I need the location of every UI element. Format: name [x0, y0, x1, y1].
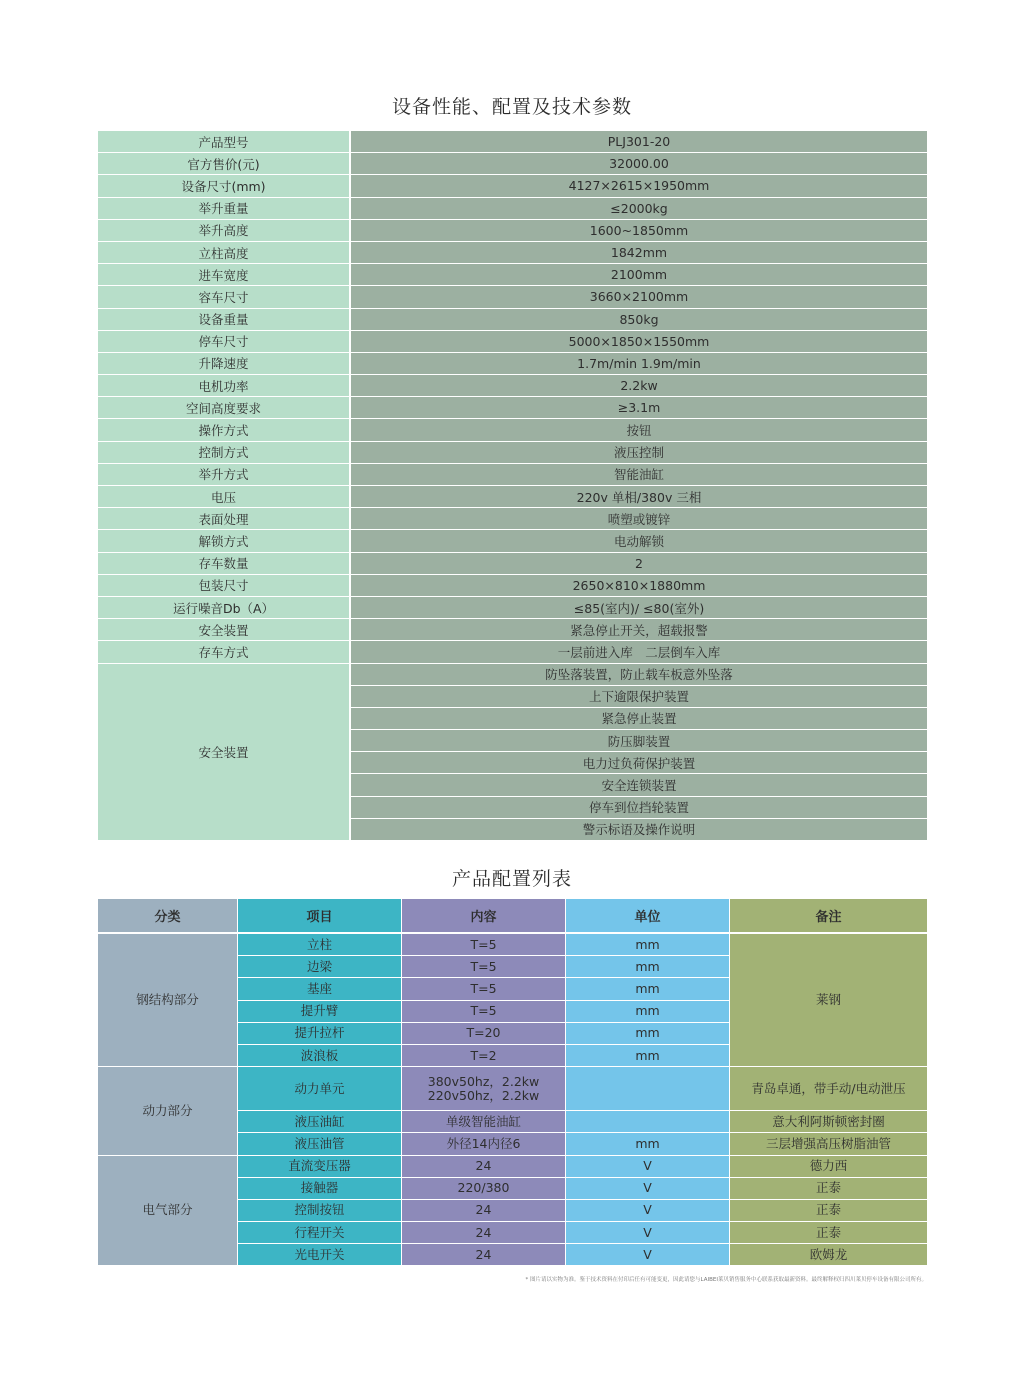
- spec-label: 表面处理: [98, 508, 350, 530]
- config-content: T=5: [402, 956, 566, 978]
- config-note: 正泰: [730, 1222, 928, 1244]
- spec-row: [98, 530, 927, 552]
- safety-item: 防压脚装置: [350, 730, 927, 752]
- spec-row: [98, 308, 927, 330]
- config-item: 基座: [238, 978, 402, 1000]
- config-content: T=5: [402, 978, 566, 1000]
- config-note: 莱钢: [730, 933, 928, 1067]
- spec-row: [98, 241, 927, 263]
- spec-label: 安全装置: [98, 619, 350, 641]
- config-item: 提升拉杆: [238, 1022, 402, 1044]
- spec-label: 电压: [98, 486, 350, 508]
- safety-row: [98, 663, 927, 685]
- safety-item: 警示标语及操作说明: [350, 818, 927, 840]
- spec-row: [98, 574, 927, 596]
- config-note: 正泰: [730, 1199, 928, 1221]
- config-note: 正泰: [730, 1177, 928, 1199]
- config-unit: [566, 1067, 730, 1111]
- spec-row: [98, 641, 927, 663]
- spec-label: 举升重量: [98, 197, 350, 219]
- config-item: 提升臂: [238, 1000, 402, 1022]
- spec-value: 850kg: [350, 308, 927, 330]
- spec-row: [98, 375, 927, 397]
- config-unit: V: [566, 1177, 730, 1199]
- config-unit: V: [566, 1199, 730, 1221]
- spec-value: 2100mm: [350, 264, 927, 286]
- spec-row: [98, 197, 927, 219]
- spec-value: 一层前进入库 二层倒车入库: [350, 641, 927, 663]
- config-content: 380v50hz，2.2kw 220v50hz，2.2kw: [402, 1067, 566, 1111]
- spec-row: [98, 264, 927, 286]
- config-item: 控制按钮: [238, 1199, 402, 1221]
- spec-value: PLJ301-20: [350, 131, 927, 153]
- config-category: 动力部分: [98, 1067, 238, 1155]
- config-item: 立柱: [238, 933, 402, 956]
- config-unit: [566, 1111, 730, 1133]
- spec-row: [98, 286, 927, 308]
- spec-row: [98, 619, 927, 641]
- spec-label: 举升高度: [98, 219, 350, 241]
- spec-row: [98, 463, 927, 485]
- config-note: 欧姆龙: [730, 1244, 928, 1266]
- config-unit: mm: [566, 1022, 730, 1044]
- config-item: 直流变压器: [238, 1155, 402, 1177]
- spec-value: 1842mm: [350, 241, 927, 263]
- config-item: 边梁: [238, 956, 402, 978]
- spec-label: 电机功率: [98, 375, 350, 397]
- spec-row: [98, 419, 927, 441]
- config-row: [98, 933, 928, 956]
- spec-label: 举升方式: [98, 463, 350, 485]
- config-content: T=20: [402, 1022, 566, 1044]
- config-unit: mm: [566, 956, 730, 978]
- config-item: 接触器: [238, 1177, 402, 1199]
- spec-value: ≤2000kg: [350, 197, 927, 219]
- safety-label: 安全装置: [98, 663, 350, 841]
- spec-row: [98, 441, 927, 463]
- config-unit: V: [566, 1155, 730, 1177]
- config-unit: mm: [566, 1133, 730, 1155]
- spec-label: 进车宽度: [98, 264, 350, 286]
- spec-table: [98, 131, 927, 841]
- spec-label: 停车尺寸: [98, 330, 350, 352]
- safety-item: 电力过负荷保护装置: [350, 752, 927, 774]
- spec-row: [98, 219, 927, 241]
- spec-label: 控制方式: [98, 441, 350, 463]
- spec-label: 存车方式: [98, 641, 350, 663]
- spec-value: 按钮: [350, 419, 927, 441]
- spec-row: [98, 397, 927, 419]
- spec-value: 智能油缸: [350, 463, 927, 485]
- config-unit: V: [566, 1222, 730, 1244]
- config-content: 外径14内径6: [402, 1133, 566, 1155]
- spec-title: 设备性能、配置及技术参数: [391, 96, 632, 118]
- config-header-row: [98, 899, 928, 933]
- config-item: 行程开关: [238, 1222, 402, 1244]
- config-content: 单级智能油缸: [402, 1111, 566, 1133]
- spec-row: [98, 131, 927, 153]
- spec-label: 容车尺寸: [98, 286, 350, 308]
- spec-label: 立柱高度: [98, 241, 350, 263]
- spec-value: ≥3.1m: [350, 397, 927, 419]
- config-unit: mm: [566, 1000, 730, 1022]
- config-table: [98, 899, 928, 1266]
- spec-value: 2: [350, 552, 927, 574]
- spec-label: 官方售价(元): [98, 153, 350, 175]
- spec-value: 1600~1850mm: [350, 219, 927, 241]
- spec-value: 喷塑或镀锌: [350, 508, 927, 530]
- spec-value: 液压控制: [350, 441, 927, 463]
- header-note: 备注: [730, 899, 928, 933]
- spec-label: 产品型号: [98, 131, 350, 153]
- spec-label: 设备尺寸(mm): [98, 175, 350, 197]
- spec-label: 存车数量: [98, 552, 350, 574]
- safety-item: 防坠落装置，防止载车板意外坠落: [350, 663, 927, 685]
- config-row: [98, 1155, 928, 1177]
- config-note: 三层增强高压树脂油管: [730, 1133, 928, 1155]
- config-content: T=5: [402, 1000, 566, 1022]
- spec-value: ≤85(室内)/ ≤80(室外): [350, 596, 927, 618]
- spec-value: 2650×810×1880mm: [350, 574, 927, 596]
- config-content: T=5: [402, 933, 566, 956]
- spec-label: 解锁方式: [98, 530, 350, 552]
- config-unit: mm: [566, 978, 730, 1000]
- config-note: 德力西: [730, 1155, 928, 1177]
- spec-row: [98, 486, 927, 508]
- spec-row: [98, 330, 927, 352]
- spec-value: 紧急停止开关，超载报警: [350, 619, 927, 641]
- spec-row: [98, 596, 927, 618]
- safety-item: 紧急停止装置: [350, 707, 927, 729]
- spec-value: 2.2kw: [350, 375, 927, 397]
- config-note: 意大利阿斯顿密封圈: [730, 1111, 928, 1133]
- spec-value: 5000×1850×1550mm: [350, 330, 927, 352]
- spec-value: 电动解锁: [350, 530, 927, 552]
- config-content: T=2: [402, 1044, 566, 1066]
- spec-value: 3660×2100mm: [350, 286, 927, 308]
- spec-value: 220v 单相/380v 三相: [350, 486, 927, 508]
- safety-item: 停车到位挡轮装置: [350, 796, 927, 818]
- footnote: * 图片请以实物为准。鉴于技术资料在付印后任有可能变更，因此请您与LAIBEI莱贝销售服务中心联系获取最新资料。最终解释权归四川莱贝停车设备有限公司所有。: [525, 1277, 927, 1283]
- spec-value: 32000.00: [350, 153, 927, 175]
- spec-label: 操作方式: [98, 419, 350, 441]
- config-category: 钢结构部分: [98, 933, 238, 1067]
- config-unit: mm: [566, 1044, 730, 1066]
- spec-label: 运行噪音Db（A）: [98, 596, 350, 618]
- spec-value: 1.7m/min 1.9m/min: [350, 352, 927, 374]
- config-category: 电气部分: [98, 1155, 238, 1266]
- header-unit: 单位: [566, 899, 730, 933]
- config-item: 液压油管: [238, 1133, 402, 1155]
- config-unit: V: [566, 1244, 730, 1266]
- spec-row: [98, 552, 927, 574]
- header-category: 分类: [98, 899, 238, 933]
- config-content: 220/380: [402, 1177, 566, 1199]
- safety-item: 安全连锁装置: [350, 774, 927, 796]
- header-content: 内容: [402, 899, 566, 933]
- spec-label: 空间高度要求: [98, 397, 350, 419]
- spec-row: [98, 508, 927, 530]
- config-content: 24: [402, 1199, 566, 1221]
- config-unit: mm: [566, 933, 730, 956]
- spec-value: 4127×2615×1950mm: [350, 175, 927, 197]
- spec-label: 包装尺寸: [98, 574, 350, 596]
- safety-item: 上下逾限保护装置: [350, 685, 927, 707]
- config-content: 24: [402, 1244, 566, 1266]
- spec-label: 设备重量: [98, 308, 350, 330]
- config-title: 产品配置列表: [451, 868, 572, 890]
- config-item: 波浪板: [238, 1044, 402, 1066]
- config-row: [98, 1067, 928, 1111]
- config-note: 青岛卓通，带手动/电动泄压: [730, 1067, 928, 1111]
- spec-row: [98, 153, 927, 175]
- header-item: 项目: [238, 899, 402, 933]
- spec-row: [98, 175, 927, 197]
- config-content: 24: [402, 1222, 566, 1244]
- config-item: 动力单元: [238, 1067, 402, 1111]
- config-item: 液压油缸: [238, 1111, 402, 1133]
- spec-label: 升降速度: [98, 352, 350, 374]
- config-content: 24: [402, 1155, 566, 1177]
- spec-row: [98, 352, 927, 374]
- config-item: 光电开关: [238, 1244, 402, 1266]
